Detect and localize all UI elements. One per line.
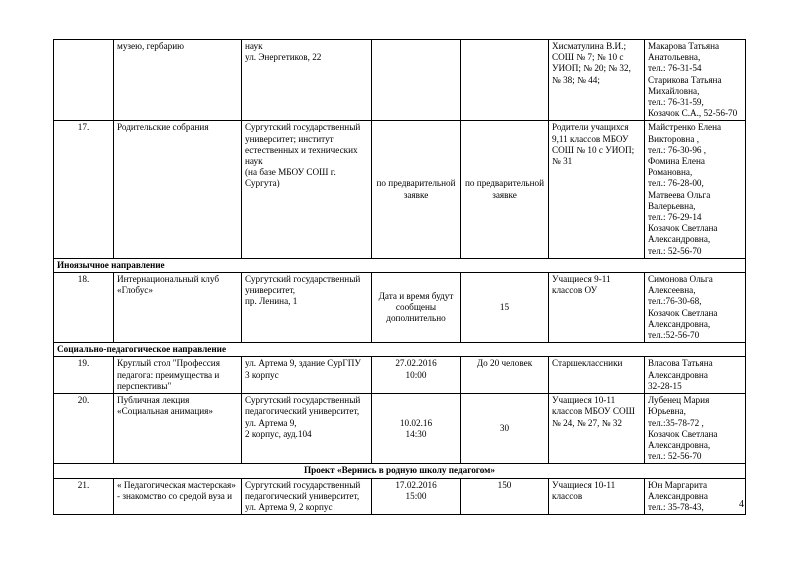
table-row xyxy=(54,40,746,121)
section-header xyxy=(54,343,746,357)
event-name: Родительские собрания xyxy=(114,121,242,258)
target-audience: Учащиеся 10-11 классов МБОУ СОШ № 24, № 27, № 32 xyxy=(549,394,645,464)
section-header xyxy=(54,258,746,272)
row-number xyxy=(54,40,114,121)
row-number: 19. xyxy=(54,357,114,394)
table-row xyxy=(54,121,746,258)
target-audience: Старшеклассники xyxy=(549,357,645,394)
contact-person: Симонова Ольга Алексеевна, тел.:76-30-68, Козачок Светлана Александровна, тел.:52-56-70 xyxy=(645,273,746,343)
table-row xyxy=(54,273,746,343)
event-place: Сургутский государственный педагогический университет, ул. Артема 9, 2 корпус, ауд.104 xyxy=(242,394,372,464)
event-name: Публичная лекция «Социальная анимация» xyxy=(114,394,242,464)
event-date: по предварительной заявке xyxy=(372,121,461,258)
contact-person: Лубенец Мария Юрьевна, тел.:35-78-72 , Козачок Светлана Александровна, тел.: 52-56-70 xyxy=(645,394,746,464)
participant-count: по предварительной заявке xyxy=(461,121,549,258)
row-number: 18. xyxy=(54,273,114,343)
table-row xyxy=(54,394,746,464)
event-place: Сургутский государственный университет; институт естественных и технических наук (на базе МБОУ СОШ г. Сургута) xyxy=(242,121,372,258)
event-date: 27.02.2016 10:00 xyxy=(372,357,461,394)
contact-person: Юн Маргарита Александровна тел.: 35-78-43, xyxy=(645,478,746,515)
event-name: музею, гербарию xyxy=(114,40,242,121)
participant-count: 15 xyxy=(461,273,549,343)
section-social: Социально-педагогическое направление xyxy=(54,343,746,357)
target-audience: Хисматулина В.И.; СОШ № 7; № 10 с УИОП; № 20; № 32, № 38; № 44; xyxy=(549,40,645,121)
contact-person: Макарова Татьяна Анатольевна, тел.: 76-31-54 Старикова Татьяна Михайловна, тел.: 76-31-59, Козачок С.А., 52-56-70 xyxy=(645,40,746,121)
event-place: Сургутский государственный педагогический университет, ул. Артема 9, 2 корпус xyxy=(242,478,372,515)
contact-person: Майстренко Елена Викторовна , тел.: 76-30-96 , Фомина Елена Романовна, тел.: 76-28-00, Матвеева Ольга Валерьевна, тел.: 76-29-14 Козачок Светлана Александровна, тел.: 52-56-70 xyxy=(645,121,746,258)
row-number: 17. xyxy=(54,121,114,258)
event-name: « Педагогическая мастерская» - знакомство со средой вуза и xyxy=(114,478,242,515)
project-title: Проект «Вернись в родную школу педагогом» xyxy=(54,464,746,478)
participant-count: 30 xyxy=(461,394,549,464)
page-number: 4 xyxy=(739,499,744,510)
row-number: 20. xyxy=(54,394,114,464)
event-place: ул. Артема 9, здание СурГПУ 3 корпус xyxy=(242,357,372,394)
target-audience: Родители учащихся 9,11 классов МБОУ СОШ № 10 с УИОП; № 31 xyxy=(549,121,645,258)
event-date: Дата и время будут сообщены дополнительно xyxy=(372,273,461,343)
target-audience: Учащиеся 9-11 классов ОУ xyxy=(549,273,645,343)
target-audience: Учащиеся 10-11 классов xyxy=(549,478,645,515)
event-place: наук ул. Энергетиков, 22 xyxy=(242,40,372,121)
table-row xyxy=(54,357,746,394)
event-date xyxy=(372,40,461,121)
contact-person: Власова Татьяна Александровна 32-28-15 xyxy=(645,357,746,394)
table-row xyxy=(54,478,746,515)
event-name: Интернациональный клуб «Глобус» xyxy=(114,273,242,343)
event-place: Сургутский государственный университет, пр. Ленина, 1 xyxy=(242,273,372,343)
row-number: 21. xyxy=(54,478,114,515)
participant-count: До 20 человек xyxy=(461,357,549,394)
events-table xyxy=(53,39,746,515)
event-date: 10.02.16 14:30 xyxy=(372,394,461,464)
participant-count xyxy=(461,40,549,121)
project-header xyxy=(54,464,746,478)
event-date: 17.02.2016 15:00 xyxy=(372,478,461,515)
event-name: Круглый стол "Профессия педагога: преимущества и перспективы" xyxy=(114,357,242,394)
section-foreign: Иноязычное направление xyxy=(54,258,746,272)
participant-count: 150 xyxy=(461,478,549,515)
